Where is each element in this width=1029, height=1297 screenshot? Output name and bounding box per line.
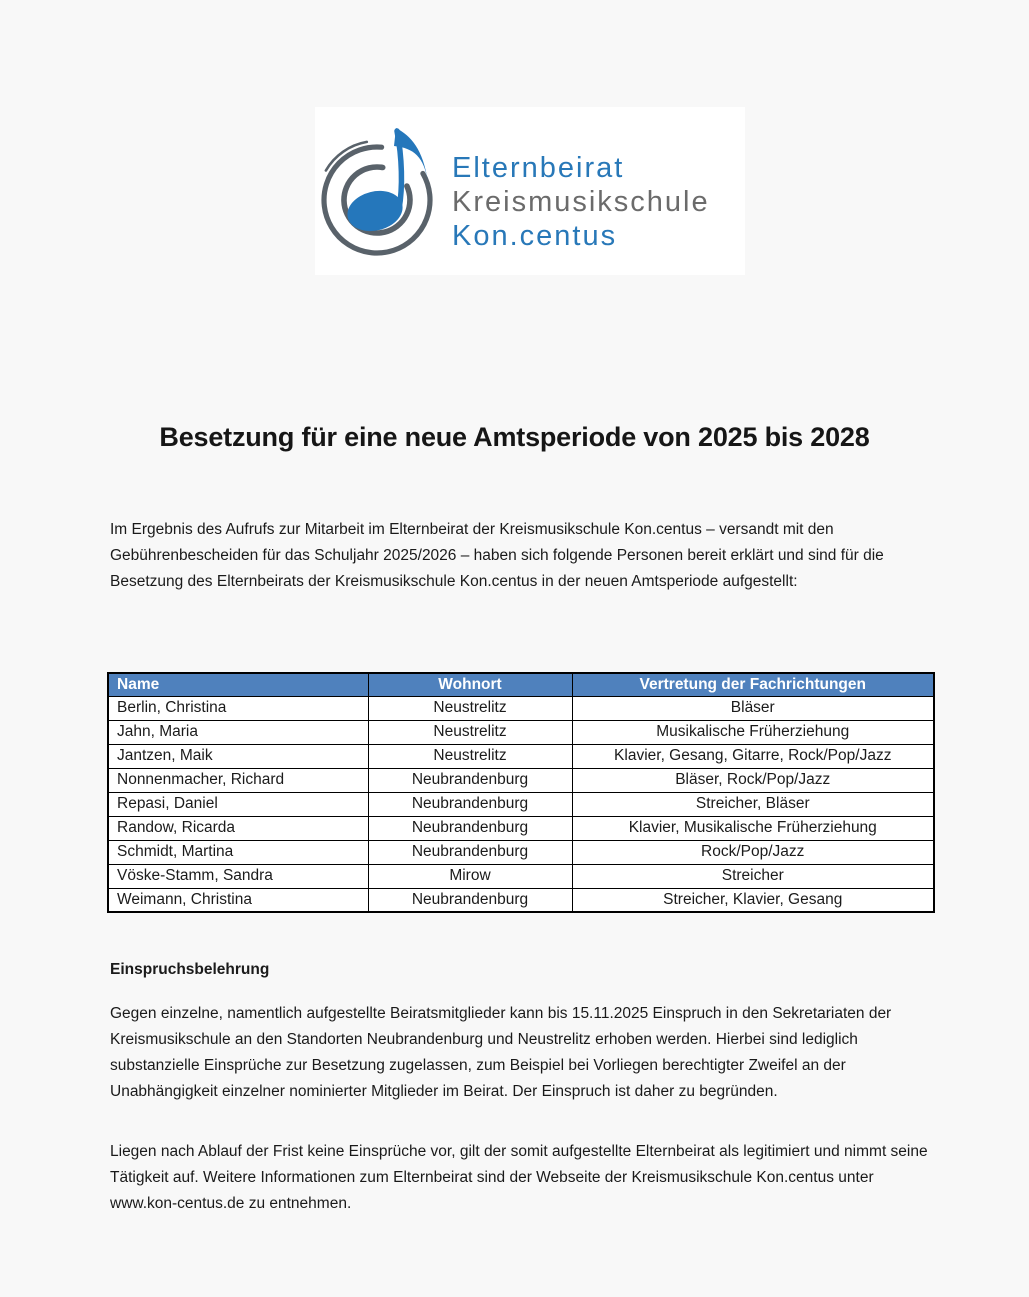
wohnort-cell: Neustrelitz	[368, 744, 572, 768]
roster-table	[107, 672, 935, 913]
wohnort-cell: Neustrelitz	[368, 696, 572, 720]
table-row	[108, 816, 934, 840]
fachrichtungen-cell: Musikalische Früherziehung	[572, 720, 934, 744]
logo-line-koncentus: Kon.centus	[452, 220, 618, 252]
table-row	[108, 840, 934, 864]
name-cell: Repasi, Daniel	[108, 792, 368, 816]
wohnort-cell: Neubrandenburg	[368, 816, 572, 840]
name-cell: Randow, Ricarda	[108, 816, 368, 840]
fachrichtungen-cell: Rock/Pop/Jazz	[572, 840, 934, 864]
name-cell: Nonnenmacher, Richard	[108, 768, 368, 792]
name-cell: Jantzen, Maik	[108, 744, 368, 768]
table-row	[108, 864, 934, 888]
wohnort-cell: Neubrandenburg	[368, 768, 572, 792]
table-row	[108, 696, 934, 720]
fachrichtungen-cell: Bläser, Rock/Pop/Jazz	[572, 768, 934, 792]
table-header-row	[108, 673, 934, 696]
wohnort-cell: Neustrelitz	[368, 720, 572, 744]
column-header-wohnort: Wohnort	[368, 673, 572, 696]
name-cell: Schmidt, Martina	[108, 840, 368, 864]
column-header-name: Name	[108, 673, 368, 696]
table-row	[108, 792, 934, 816]
table-row	[108, 888, 934, 912]
closing-paragraph: Liegen nach Ablauf der Frist keine Einsprüche vor, gilt der somit aufgestellte Elternbeirat als legitimiert und nimmt seine Tätigkeit auf. Weitere Informationen zum Elternbeirat sind der Webseite der Kreismusikschule Kon.centus unter www.kon-centus.de zu entnehmen.	[110, 1143, 928, 1212]
intro-paragraph: Im Ergebnis des Aufrufs zur Mitarbeit im Elternbeirat der Kreismusikschule Kon.centus – versandt mit den Gebührenbescheiden für das Schuljahr 2025/2026 – haben sich folgende Personen bereit erklärt und sind für die Besetzung des Elternbeirats der Kreismusikschule Kon.centus in der neuen Amtsperiode aufgestellt:	[110, 521, 884, 590]
wohnort-cell: Neubrandenburg	[368, 840, 572, 864]
fachrichtungen-cell: Streicher, Klavier, Gesang	[572, 888, 934, 912]
logo-line-kreismusikschule: Kreismusikschule	[452, 186, 710, 218]
wohnort-cell: Neubrandenburg	[368, 888, 572, 912]
fachrichtungen-cell: Bläser	[572, 696, 934, 720]
table-row	[108, 768, 934, 792]
einspruch-heading: Einspruchsbelehrung	[110, 961, 270, 978]
music-note-icon	[318, 119, 458, 272]
logo-line-elternbeirat: Elternbeirat	[452, 152, 625, 184]
roster-table-body	[108, 696, 934, 912]
fachrichtungen-cell: Streicher, Bläser	[572, 792, 934, 816]
koncentus-logo	[315, 107, 745, 275]
einspruch-paragraph: Gegen einzelne, namentlich aufgestellte Beiratsmitglieder kann bis 15.11.2025 Einspruch in den Sekretariaten der Kreismusikschule an den Standorten Neubrandenburg und Neustrelitz erhoben werden. Hierbei sind lediglich substanzielle Einsprüche zur Besetzung zugelassen, zum Beispiel bei Vorliegen berechtigter Zweifel an der Unabhängigkeit einzelner nominierter Mitglieder im Beirat. Der Einspruch ist daher zu begründen.	[110, 1005, 892, 1100]
page-title: Besetzung für eine neue Amtsperiode von 2025 bis 2028	[159, 422, 870, 452]
name-cell: Vöske-Stamm, Sandra	[108, 864, 368, 888]
fachrichtungen-cell: Streicher	[572, 864, 934, 888]
name-cell: Weimann, Christina	[108, 888, 368, 912]
table-row	[108, 744, 934, 768]
wohnort-cell: Mirow	[368, 864, 572, 888]
fachrichtungen-cell: Klavier, Musikalische Früherziehung	[572, 816, 934, 840]
table-row	[108, 720, 934, 744]
logo-wordmark	[452, 151, 710, 253]
wohnort-cell: Neubrandenburg	[368, 792, 572, 816]
name-cell: Jahn, Maria	[108, 720, 368, 744]
column-header-fachrichtungen: Vertretung der Fachrichtungen	[572, 673, 934, 696]
name-cell: Berlin, Christina	[108, 696, 368, 720]
fachrichtungen-cell: Klavier, Gesang, Gitarre, Rock/Pop/Jazz	[572, 744, 934, 768]
